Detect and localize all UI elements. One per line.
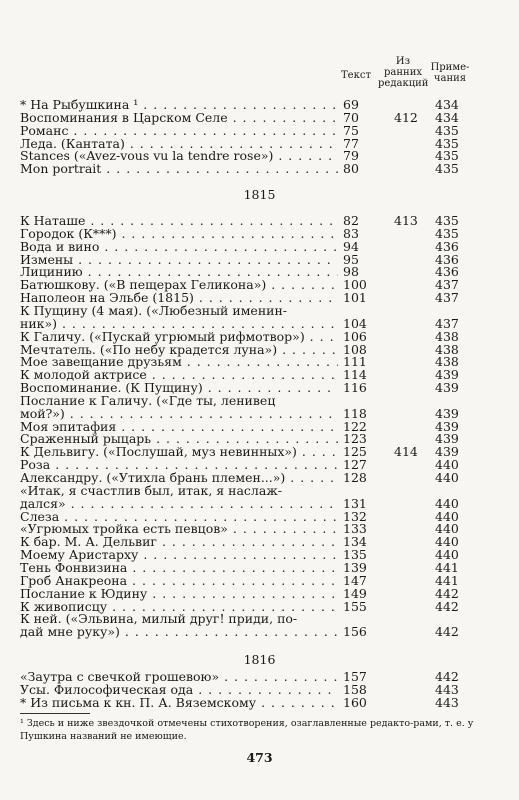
page-text: 100	[343, 277, 367, 293]
entry-title: Моя эпитафия . . .	[20, 420, 338, 434]
footnote: ¹ Здесь и ниже звездочкой отмечены стихотворения, озаглавленные редакто-рами, т. е. у Пушкина названий не имеющие.	[20, 718, 474, 742]
page-text: 160	[343, 694, 367, 710]
page-notes: 439	[435, 431, 459, 447]
page-early-edition: 412	[394, 109, 418, 125]
page-text: 82	[343, 213, 359, 228]
page-text: 125	[343, 444, 367, 460]
page-text: 69	[343, 97, 359, 112]
entry-title: Воспоминание. (К Пущину) . . .	[20, 381, 338, 395]
entry-title: Тень Фонвизина . . .	[20, 561, 338, 575]
entry-title: Гроб Анакреона . . .	[20, 574, 338, 588]
page-text: 77	[343, 135, 359, 151]
page-text: 128	[343, 470, 367, 485]
page-notes: 434	[435, 97, 459, 112]
year-heading: 1815	[243, 187, 276, 202]
entry-title: Сраженный рыцарь . . .	[20, 432, 338, 446]
page-text: 104	[343, 315, 367, 331]
page-text: 139	[343, 559, 367, 575]
page-text: 134	[343, 534, 367, 550]
column-header-early-editions: Из ранних редакций	[378, 56, 429, 89]
entry-title: Батюшкову. («В пещерах Геликона») . . .	[20, 278, 338, 292]
entry-title: Вода и вино . . .	[20, 240, 338, 254]
page-notes: 440	[435, 457, 459, 473]
page-notes: 439	[435, 418, 459, 434]
page-text: 156	[343, 624, 367, 640]
page-text: 75	[343, 122, 359, 138]
page-text: 147	[343, 572, 367, 588]
page-notes: 440	[435, 470, 459, 485]
entry-title: Усы. Философическая ода . . .	[20, 683, 338, 697]
page-notes: 437	[435, 277, 459, 293]
page-text: 70	[343, 109, 359, 125]
page-notes: 439	[435, 380, 459, 396]
entry-title: К живописцу . . .	[20, 600, 338, 614]
entry-title: Леда. (Кантата) . . .	[20, 137, 338, 151]
page-notes: 435	[435, 122, 459, 138]
page-early-edition: 413	[394, 213, 418, 228]
footnote-divider	[20, 713, 90, 714]
page-text: 131	[343, 495, 367, 511]
page-text: 111	[343, 354, 367, 370]
page-notes: 439	[435, 367, 459, 383]
page-notes: 434	[435, 109, 459, 125]
entry-title: К молодой актрисе . . .	[20, 368, 338, 382]
entry-title: Александру. («Утихла брань племен...») . . .	[20, 471, 338, 485]
page-notes: 442	[435, 624, 459, 640]
page-notes: 436	[435, 251, 459, 267]
entry-title: Романс . . .	[20, 124, 338, 138]
entry-title: Мое завещание друзьям . . .	[20, 355, 338, 369]
page-text: 80	[343, 161, 359, 177]
page-notes: 438	[435, 354, 459, 370]
page-notes: 441	[435, 559, 459, 575]
contents-row	[20, 696, 500, 710]
page-notes: 435	[435, 213, 459, 228]
page-notes: 442	[435, 598, 459, 614]
entry-title: дался» . . .	[20, 497, 338, 511]
entry-title: Наполеон на Эльбе (1815) . . .	[20, 291, 338, 305]
entry-title: К ней. («Эльвина, милый друг! приди, по-	[20, 612, 298, 627]
column-header-text: Текст	[341, 70, 371, 81]
page-text: 149	[343, 585, 367, 601]
contents-row	[20, 625, 500, 639]
page-notes: 435	[435, 148, 459, 164]
page-text: 79	[343, 148, 359, 164]
page-notes: 435	[435, 161, 459, 177]
entry-title: К Галичу. («Пускай угрюмый рифмотвор») . . .	[20, 330, 338, 344]
page-notes: 440	[435, 534, 459, 550]
entry-title: Mon portrait . . .	[20, 162, 338, 176]
entry-title: К бар. М. А. Дельвиг . . .	[20, 535, 338, 549]
entry-title: «Заутра с свечкой грошевою» . . .	[20, 670, 338, 684]
page-notes: 437	[435, 290, 459, 306]
entry-title: К Дельвигу. («Послушай, муз невинных») . . .	[20, 445, 338, 459]
entry-title: Слеза . . .	[20, 510, 338, 524]
page-text: 106	[343, 328, 367, 344]
entry-title: дай мне руку») . . .	[20, 625, 338, 639]
page-text: 133	[343, 521, 367, 537]
page-text: 135	[343, 547, 367, 563]
entry-title: К Наташе . . .	[20, 214, 338, 228]
page-notes: 440	[435, 521, 459, 537]
entry-title: Мечтатель. («По небу крадется луна») . . .	[20, 343, 338, 357]
entry-title: Городок (К***) . . .	[20, 227, 338, 241]
entry-title: Послание к Юдину . . .	[20, 587, 338, 601]
page-number: 473	[246, 750, 273, 765]
entry-title: * На Рыбушкина ¹ . . .	[20, 98, 338, 112]
page-text: 94	[343, 238, 359, 254]
page-text: 114	[343, 367, 367, 383]
entry-title: Роза . . .	[20, 458, 338, 472]
page-notes: 440	[435, 547, 459, 563]
entry-title: ник») . . .	[20, 317, 338, 331]
column-header-notes: Приме- чания	[430, 62, 470, 84]
page-notes: 438	[435, 341, 459, 357]
entry-title: Stances («Avez-vous vu la tendre rose») . . .	[20, 149, 338, 163]
page-notes: 435	[435, 135, 459, 151]
page-notes: 441	[435, 572, 459, 588]
entry-title: Послание к Галичу. («Где ты, ленивец	[20, 393, 276, 408]
page-notes: 436	[435, 264, 459, 280]
page-text: 132	[343, 508, 367, 524]
page-early-edition: 414	[394, 444, 418, 460]
page-notes: 436	[435, 238, 459, 254]
entry-title: Моему Аристарху . . .	[20, 548, 338, 562]
contents-row	[20, 162, 500, 176]
page-text: 118	[343, 405, 367, 421]
page-notes: 443	[435, 694, 459, 710]
page-text: 95	[343, 251, 359, 267]
entry-title: «Угрюмых тройка есть певцов» . . .	[20, 522, 338, 536]
page-text: 155	[343, 598, 367, 614]
year-heading: 1816	[243, 652, 276, 667]
page-text: 122	[343, 418, 367, 434]
page-text: 116	[343, 380, 367, 396]
page-text: 158	[343, 681, 367, 697]
page-text: 101	[343, 290, 367, 306]
page-text: 127	[343, 457, 367, 473]
page-notes: 442	[435, 585, 459, 601]
page-text: 108	[343, 341, 367, 357]
entry-title: Воспоминания в Царском Селе . . .	[20, 111, 338, 125]
page-notes: 442	[435, 669, 459, 684]
entry-title: * Из письма к кн. П. А. Вяземскому . . .	[20, 696, 338, 710]
entry-title: К Пущину (4 мая). («Любезный именин-	[20, 303, 288, 318]
page-text: 98	[343, 264, 359, 280]
page-notes: 443	[435, 681, 459, 697]
entry-title: мой?») . . .	[20, 407, 338, 421]
page-notes: 439	[435, 444, 459, 460]
entry-title: Лицинию . . .	[20, 265, 338, 279]
page-text: 123	[343, 431, 367, 447]
page-notes: 435	[435, 225, 459, 241]
page-notes: 437	[435, 315, 459, 331]
page-notes: 439	[435, 405, 459, 421]
page-notes: 440	[435, 495, 459, 511]
page-text: 157	[343, 669, 367, 684]
page-notes: 438	[435, 328, 459, 344]
entry-title: Измены . . .	[20, 253, 338, 267]
entry-title: «Итак, я счастлив был, итак, я наслаж-	[20, 483, 283, 498]
page-text: 83	[343, 225, 359, 241]
page-notes: 440	[435, 508, 459, 524]
